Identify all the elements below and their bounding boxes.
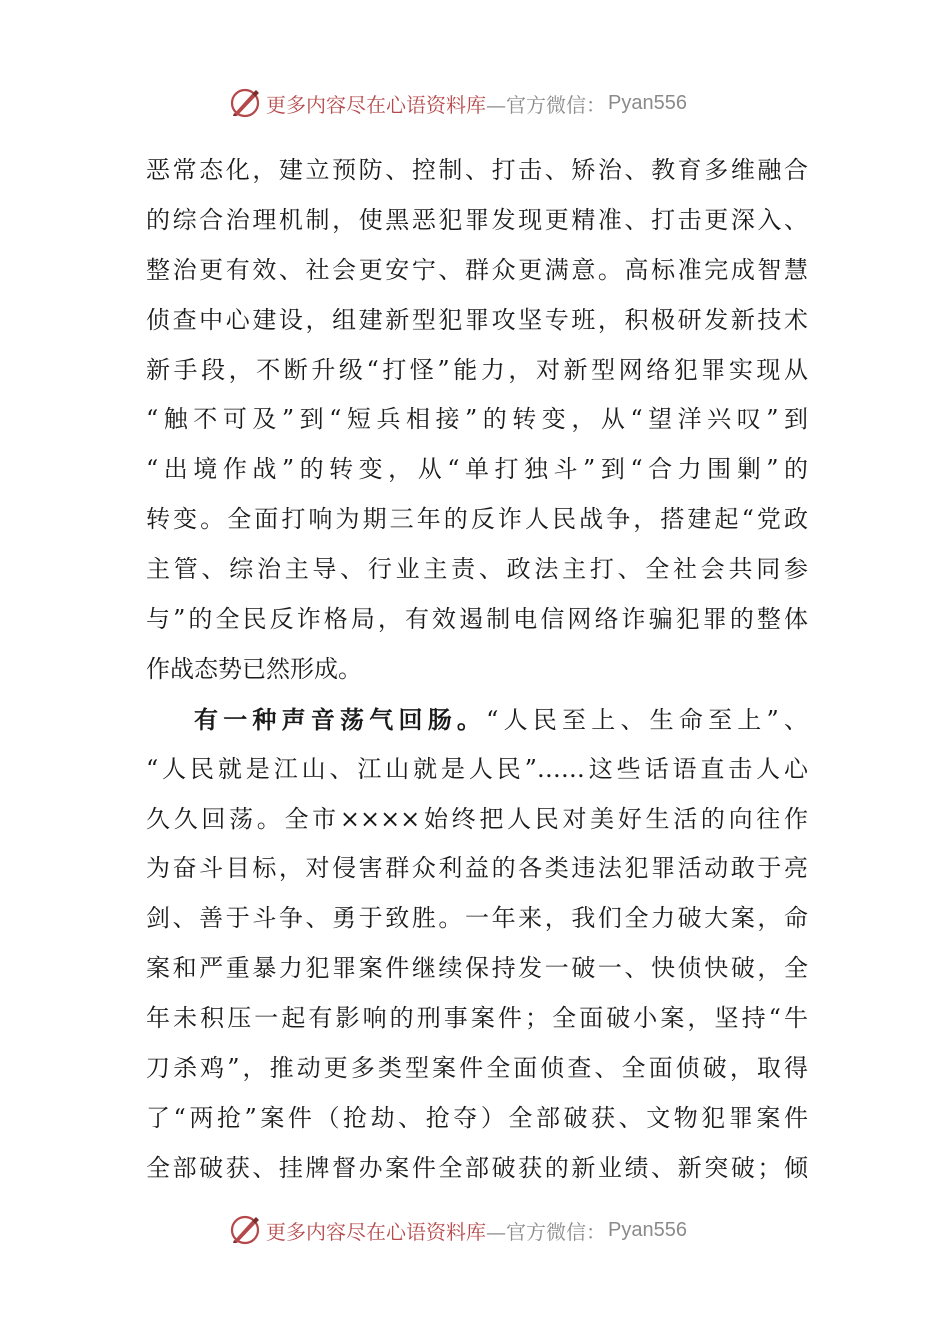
body-line: 主管、综治主导、行业主责、政法主打、全社会共同参 bbox=[146, 555, 808, 584]
body-line: 整治更有效、社会更安宁、群众更满意。高标准完成智慧 bbox=[146, 255, 808, 284]
header-watermark-banner bbox=[228, 83, 748, 123]
body-line: 案和严重暴力犯罪案件继续保持发一破一、快侦快破，全 bbox=[146, 954, 808, 983]
header-banner-wechat-id: Pyan556 bbox=[608, 91, 687, 114]
body-line: 作战态势已然形成。 bbox=[146, 654, 362, 683]
pen-logo-icon bbox=[228, 86, 262, 120]
body-line: 刀杀鸡”，推动更多类型案件全面侦查、全面侦破，取得 bbox=[146, 1054, 808, 1083]
paragraph-heading: 有一种声音荡气回肠。 bbox=[194, 704, 487, 734]
header-banner-sub-text: —官方微信： bbox=[486, 92, 606, 117]
footer-banner-wechat-id: Pyan556 bbox=[608, 1218, 687, 1241]
body-line: “出境作战”的转变，从“单打独斗”到“合力围剿”的 bbox=[146, 455, 808, 484]
paragraph-heading-rest: “人民至上、生命至上”、 bbox=[486, 705, 808, 734]
body-line: 为奋斗目标，对侵害群众利益的各类违法犯罪活动敢于亮 bbox=[146, 854, 808, 883]
document-body bbox=[146, 146, 808, 1194]
body-line: 的综合治理机制，使黑恶犯罪发现更精准、打击更深入、 bbox=[146, 205, 808, 234]
body-line: “人民就是江山、江山就是人民”……这些话语直击人心 bbox=[146, 754, 808, 783]
header-banner-main-text: 更多内容尽在心语资料库 bbox=[266, 92, 486, 117]
body-line: 久久回荡。全市××××始终把人民对美好生活的向往作 bbox=[146, 804, 808, 833]
body-line: 剑、善于斗争、勇于致胜。一年来，我们全力破大案，命 bbox=[146, 904, 808, 933]
body-line: 侦查中心建设，组建新型犯罪攻坚专班，积极研发新技术 bbox=[146, 305, 808, 334]
body-line: 了“两抢”案件（抢劫、抢夺）全部破获、文物犯罪案件 bbox=[146, 1103, 808, 1132]
body-line: 转变。全面打响为期三年的反诈人民战争，搭建起“党政 bbox=[146, 505, 808, 534]
body-line: 年未积压一起有影响的刑事案件；全面破小案，坚持“牛 bbox=[146, 1004, 808, 1033]
paragraph-heading-line bbox=[146, 695, 808, 745]
pen-logo-icon bbox=[228, 1213, 262, 1247]
footer-banner-main-text: 更多内容尽在心语资料库 bbox=[266, 1219, 486, 1244]
body-line: 全部破获、挂牌督办案件全部破获的新业绩、新突破；倾 bbox=[146, 1153, 808, 1182]
body-line: 与”的全民反诈格局，有效遏制电信网络诈骗犯罪的整体 bbox=[146, 605, 808, 634]
footer-watermark-banner bbox=[228, 1210, 748, 1250]
footer-banner-sub-text: —官方微信： bbox=[486, 1219, 606, 1244]
body-line: 恶常态化，建立预防、控制、打击、矫治、教育多维融合 bbox=[146, 156, 808, 184]
body-line: “触不可及”到“短兵相接”的转变，从“望洋兴叹”到 bbox=[146, 405, 808, 434]
body-line: 新手段，不断升级“打怪”能力，对新型网络犯罪实现从 bbox=[146, 355, 808, 384]
